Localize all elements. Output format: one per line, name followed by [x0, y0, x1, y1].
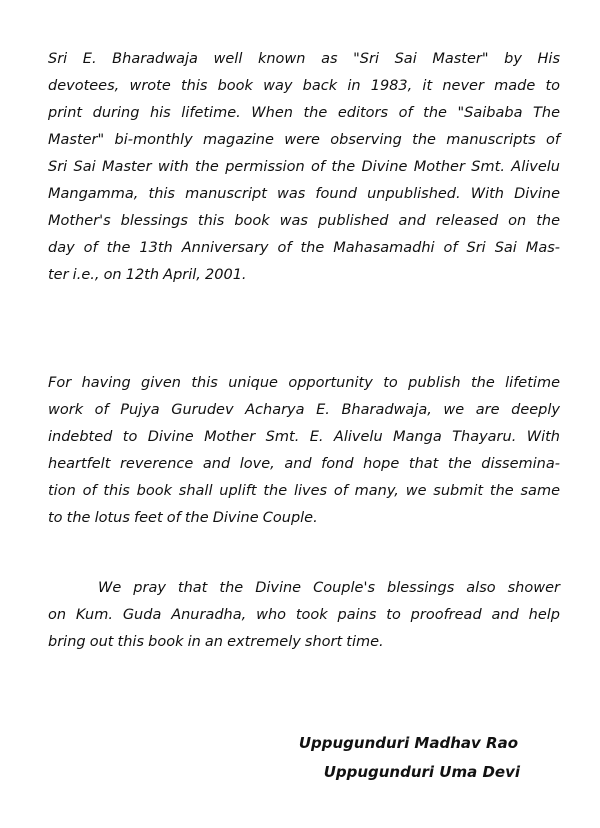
text-line: print during his lifetime. When the editors of the "Saibaba The	[48, 105, 560, 121]
text-line: Mother's blessings this book was published and released on the	[48, 213, 560, 229]
paragraph-gratitude	[48, 370, 560, 532]
paragraph-prayer	[48, 575, 560, 656]
text-line: indebted to Divine Mother Smt. E. Alivelu Manga Thayaru. With	[48, 429, 560, 445]
text-line: ter i.e., on 12th April, 2001.	[48, 267, 247, 283]
text-line: on Kum. Guda Anuradha, who took pains to proofread and help	[48, 607, 560, 623]
text-line: to the lotus feet of the Divine Couple.	[48, 510, 318, 526]
text-line: For having given this unique opportunity to publish the lifetime	[48, 375, 560, 391]
text-line: bring out this book in an extremely short time.	[48, 634, 384, 650]
text-line: day of the 13th Anniversary of the Mahasamadhi of Sri Sai Mas-	[48, 240, 560, 256]
text-line: Sri E. Bharadwaja well known as "Sri Sai Master" by His	[48, 51, 560, 67]
text-line: Sri Sai Master with the permission of the Divine Mother Smt. Alivelu	[48, 159, 560, 175]
text-line: devotees, wrote this book way back in 1983, it never made to	[48, 78, 560, 94]
text-line: heartfelt reverence and love, and fond hope that the dissemina-	[48, 456, 560, 472]
text-line: work of Pujya Gurudev Acharya E. Bharadwaja, we are deeply	[48, 402, 560, 418]
text-line: Mangamma, this manuscript was found unpublished. With Divine	[48, 186, 560, 202]
signatory-name: Uppugunduri Madhav Rao	[298, 734, 518, 752]
text-line: tion of this book shall uplift the lives of many, we submit the same	[48, 483, 560, 499]
text-line: We pray that the Divine Couple's blessings also shower	[98, 580, 560, 596]
signatory-name: Uppugunduri Uma Devi	[323, 763, 520, 781]
paragraph-publication-history	[48, 46, 560, 289]
text-line: Master" bi-monthly magazine were observing the manuscripts of	[48, 132, 560, 148]
